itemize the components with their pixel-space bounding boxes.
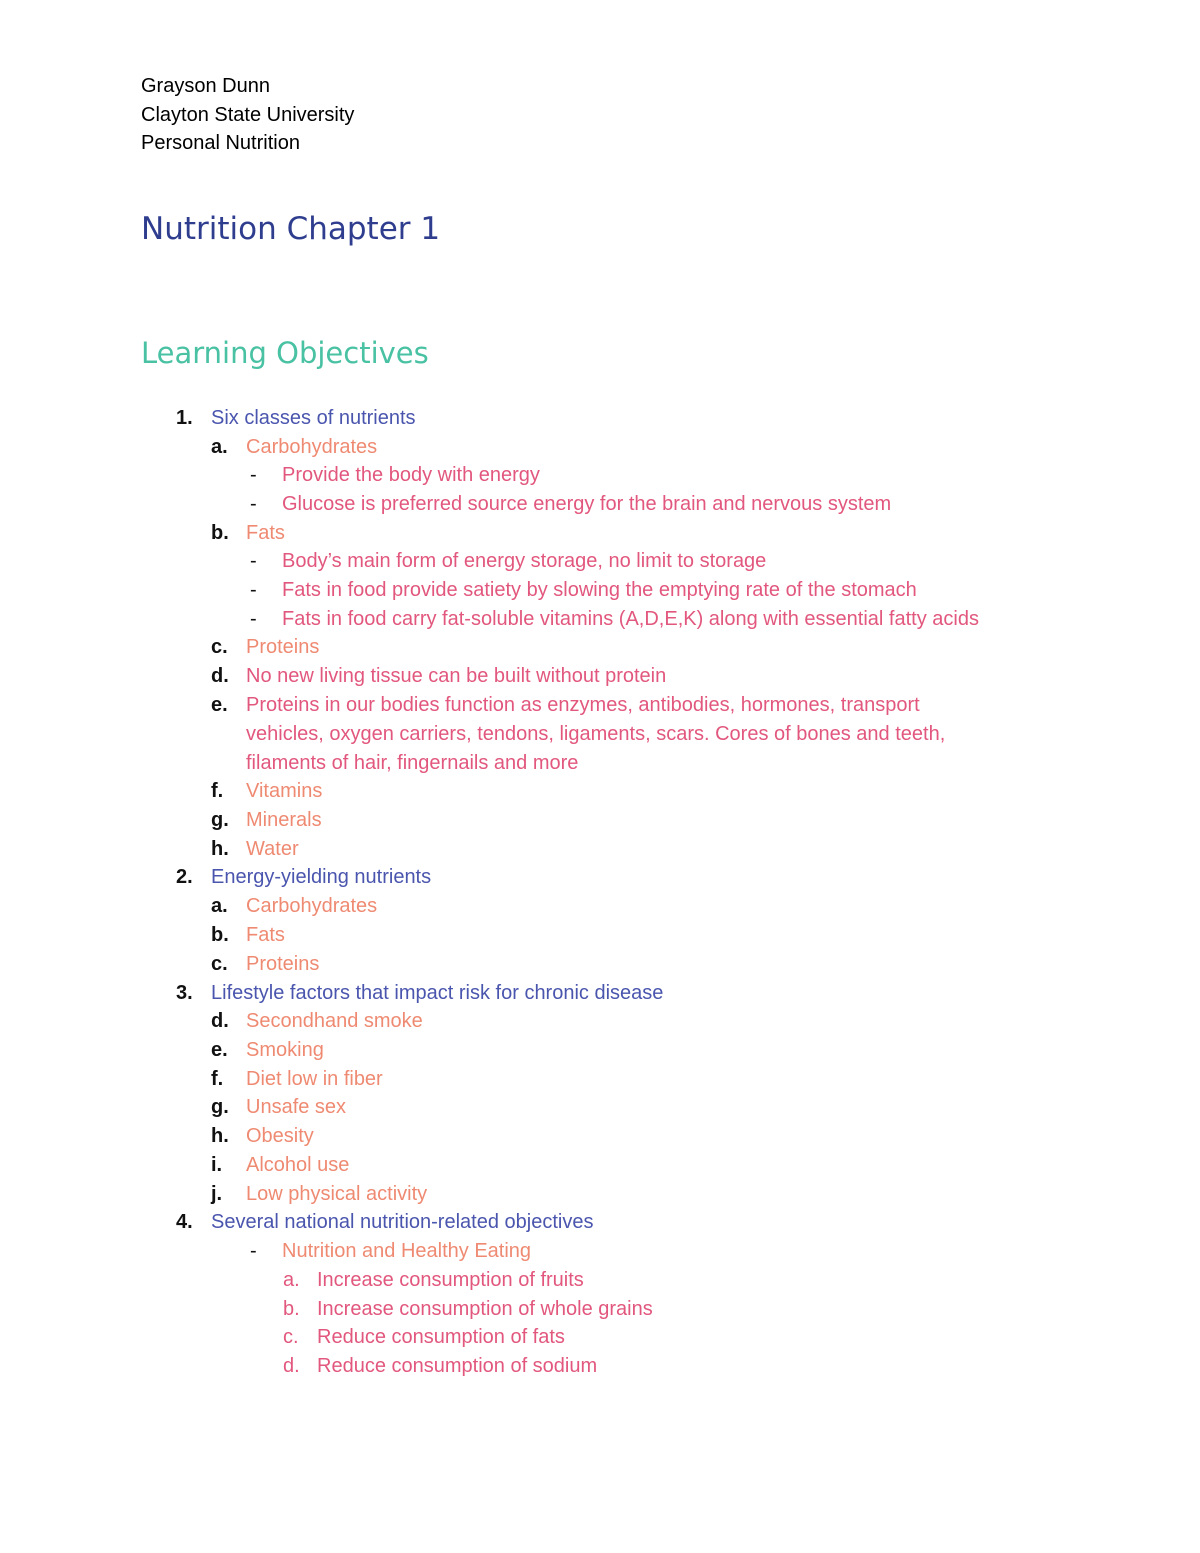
list-marker: g.: [211, 809, 229, 831]
school-name: Clayton State University: [141, 104, 355, 126]
list-marker: h.: [211, 1125, 229, 1147]
list-item-continuation: [0, 720, 1200, 748]
list-item: [0, 777, 1200, 805]
list-marker: f.: [211, 1068, 224, 1090]
list-item: [0, 835, 1200, 863]
list-text: Proteins: [246, 636, 320, 658]
list-item: [0, 1036, 1200, 1064]
list-item: [0, 921, 1200, 949]
list-item: [0, 1122, 1200, 1150]
list-text: No new living tissue can be built without protein: [246, 665, 667, 687]
list-item: [0, 979, 1200, 1007]
list-text: Water: [246, 838, 299, 860]
list-text: Carbohydrates: [246, 895, 378, 917]
list-marker: c.: [211, 953, 228, 975]
list-marker: a.: [211, 895, 228, 917]
list-marker: 3.: [176, 982, 193, 1004]
list-text: Fats in food carry fat-soluble vitamins (A,D,E,K) along with essential fatty acids: [282, 608, 979, 630]
list-marker: -: [250, 550, 257, 572]
list-text: Fats in food provide satiety by slowing the emptying rate of the stomach: [282, 579, 917, 601]
list-item: [0, 461, 1200, 489]
list-marker: -: [250, 493, 257, 515]
list-marker: c.: [283, 1326, 299, 1348]
list-marker: g.: [211, 1096, 229, 1118]
list-marker: 2.: [176, 866, 193, 888]
list-item: [0, 490, 1200, 518]
list-marker: b.: [211, 924, 229, 946]
list-item: [0, 633, 1200, 661]
list-item: [0, 1180, 1200, 1208]
list-text: Unsafe sex: [246, 1096, 347, 1118]
list-marker: d.: [211, 1010, 229, 1032]
list-text: Low physical activity: [246, 1183, 428, 1205]
list-marker: 1.: [176, 407, 193, 429]
list-marker: b.: [211, 522, 229, 544]
list-item: [0, 433, 1200, 461]
list-marker: i.: [211, 1154, 223, 1176]
header-course-line: [0, 129, 1200, 157]
list-text: Six classes of nutrients: [211, 407, 416, 429]
list-item: [0, 950, 1200, 978]
header-author-line: [0, 72, 1200, 100]
list-text: Body’s main form of energy storage, no limit to storage: [282, 550, 767, 572]
list-item: [0, 691, 1200, 719]
list-text: vehicles, oxygen carriers, tendons, ligaments, scars. Cores of bones and teeth,: [246, 723, 946, 745]
list-item: [0, 1266, 1200, 1294]
list-text: Diet low in fiber: [246, 1068, 383, 1090]
list-text: Fats: [246, 522, 285, 544]
list-text: Nutrition and Healthy Eating: [282, 1240, 532, 1262]
list-item: [0, 892, 1200, 920]
list-item: [0, 1295, 1200, 1323]
list-item: [0, 605, 1200, 633]
document-title: Nutrition Chapter 1: [141, 211, 441, 247]
list-text: Reduce consumption of sodium: [317, 1355, 598, 1377]
list-text: Several national nutrition-related objectives: [211, 1211, 594, 1233]
header-school-line: [0, 101, 1200, 129]
list-item: [0, 576, 1200, 604]
list-item: [0, 519, 1200, 547]
list-text: Increase consumption of fruits: [317, 1269, 584, 1291]
list-text: Lifestyle factors that impact risk for chronic disease: [211, 982, 664, 1004]
list-marker: e.: [211, 694, 228, 716]
list-item: [0, 806, 1200, 834]
list-item: [0, 1093, 1200, 1121]
list-marker: e.: [211, 1039, 228, 1061]
list-text: Proteins in our bodies function as enzymes, antibodies, hormones, transport: [246, 694, 920, 716]
list-text: Increase consumption of whole grains: [317, 1298, 653, 1320]
list-text: Smoking: [246, 1039, 324, 1061]
list-marker: f.: [211, 780, 224, 802]
list-text: Secondhand smoke: [246, 1010, 423, 1032]
list-text: Obesity: [246, 1125, 314, 1147]
course-name: Personal Nutrition: [141, 132, 300, 154]
list-marker: 4.: [176, 1211, 193, 1233]
list-item: [0, 863, 1200, 891]
list-item: [0, 1237, 1200, 1265]
list-item-continuation: [0, 749, 1200, 777]
list-text: Proteins: [246, 953, 320, 975]
list-item: [0, 1352, 1200, 1380]
list-text: Glucose is preferred source energy for the brain and nervous system: [282, 493, 892, 515]
section-heading: Learning Objectives: [141, 336, 429, 370]
list-item: [0, 1208, 1200, 1236]
list-text: Reduce consumption of fats: [317, 1326, 565, 1348]
list-marker: c.: [211, 636, 228, 658]
list-text: Minerals: [246, 809, 322, 831]
author-name: Grayson Dunn: [141, 75, 270, 97]
list-marker: d.: [283, 1355, 300, 1377]
list-item: [0, 1007, 1200, 1035]
list-item: [0, 1151, 1200, 1179]
list-marker: a.: [283, 1269, 300, 1291]
list-item: [0, 404, 1200, 432]
list-marker: h.: [211, 838, 229, 860]
list-marker: j.: [211, 1183, 223, 1205]
list-text: Vitamins: [246, 780, 323, 802]
list-text: Provide the body with energy: [282, 464, 540, 486]
list-marker: -: [250, 608, 257, 630]
list-marker: -: [250, 579, 257, 601]
list-marker: -: [250, 464, 257, 486]
list-text: Alcohol use: [246, 1154, 350, 1176]
list-marker: -: [250, 1240, 257, 1262]
list-text: Fats: [246, 924, 285, 946]
list-item: [0, 547, 1200, 575]
list-text: Carbohydrates: [246, 436, 378, 458]
list-item: [0, 1065, 1200, 1093]
list-marker: d.: [211, 665, 229, 687]
list-text: filaments of hair, fingernails and more: [246, 752, 579, 774]
list-text: Energy-yielding nutrients: [211, 866, 432, 888]
list-marker: a.: [211, 436, 228, 458]
list-item: [0, 662, 1200, 690]
list-marker: b.: [283, 1298, 300, 1320]
list-item: [0, 1323, 1200, 1351]
